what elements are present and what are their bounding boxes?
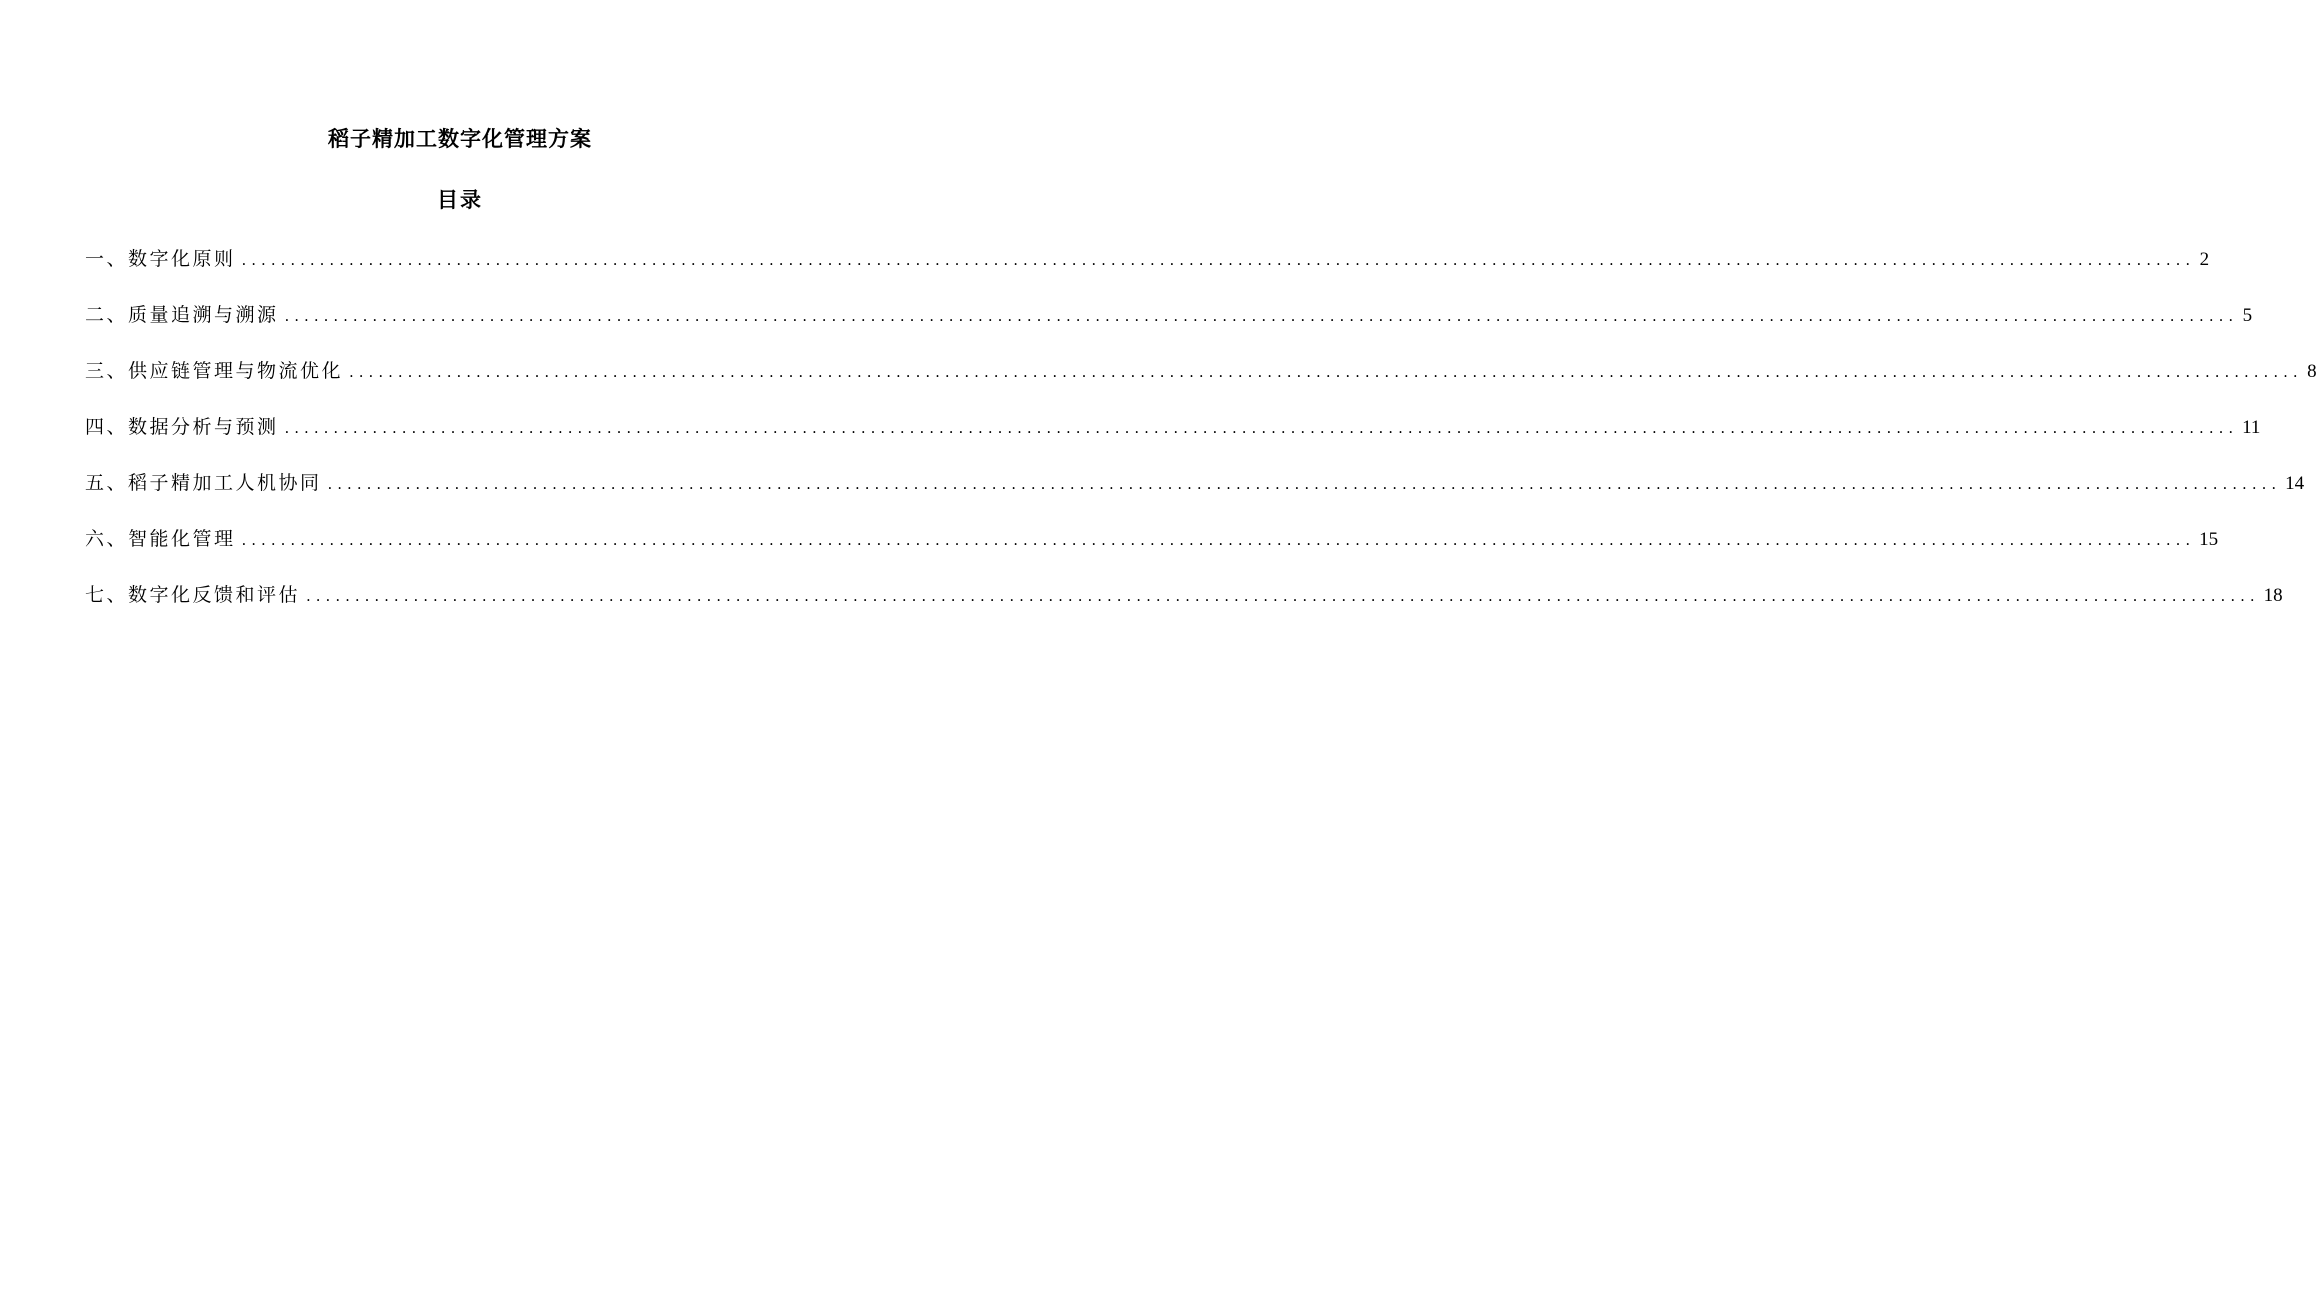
dot-leader: ........................................................................................................................................................................................................ <box>284 419 2239 437</box>
toc-entry-3[interactable] <box>85 356 2317 412</box>
toc-entry-4[interactable] <box>85 412 2261 468</box>
toc-entry-label: 六、智能化管理 <box>85 528 236 550</box>
toc-entry-6[interactable] <box>85 524 2219 580</box>
dot-leader: ........................................................................................................................................................................................................ <box>349 363 2303 381</box>
toc-entry-1[interactable] <box>85 244 2210 300</box>
dot-leader: ........................................................................................................................................................................................................ <box>327 475 2282 493</box>
toc-entry-label: 一、数字化原则 <box>85 248 236 270</box>
table-of-contents <box>85 244 2317 636</box>
toc-entry-label: 四、数据分析与预测 <box>85 416 279 438</box>
toc-entry-label: 七、数字化反馈和评估 <box>85 584 301 606</box>
toc-entry-5[interactable] <box>85 468 2305 524</box>
dot-leader: ........................................................................................................................................................................................................ <box>241 531 2196 549</box>
toc-page-number: 11 <box>2242 417 2261 438</box>
toc-entry-label: 二、质量追溯与溯源 <box>85 304 279 326</box>
toc-page-number: 8 <box>2307 361 2317 382</box>
toc-page-number: 5 <box>2242 305 2253 326</box>
toc-page-number: 18 <box>2263 585 2283 606</box>
toc-page-number: 15 <box>2199 529 2219 550</box>
toc-entry-label: 三、供应链管理与物流优化 <box>85 360 344 382</box>
dot-leader: ........................................................................................................................................................................................................ <box>306 587 2260 605</box>
document-title: 稻子精加工数字化管理方案 <box>328 126 592 151</box>
toc-page-number: 2 <box>2199 249 2210 270</box>
toc-entry-7[interactable] <box>85 580 2283 636</box>
dot-leader: ........................................................................................................................................................................................................ <box>284 307 2239 325</box>
toc-entry-2[interactable] <box>85 300 2253 356</box>
toc-entry-label: 五、稻子精加工人机协同 <box>85 472 322 494</box>
toc-page-number: 14 <box>2285 473 2305 494</box>
dot-leader: ........................................................................................................................................................................................................ <box>241 251 2196 269</box>
toc-heading: 目录 <box>437 187 483 212</box>
